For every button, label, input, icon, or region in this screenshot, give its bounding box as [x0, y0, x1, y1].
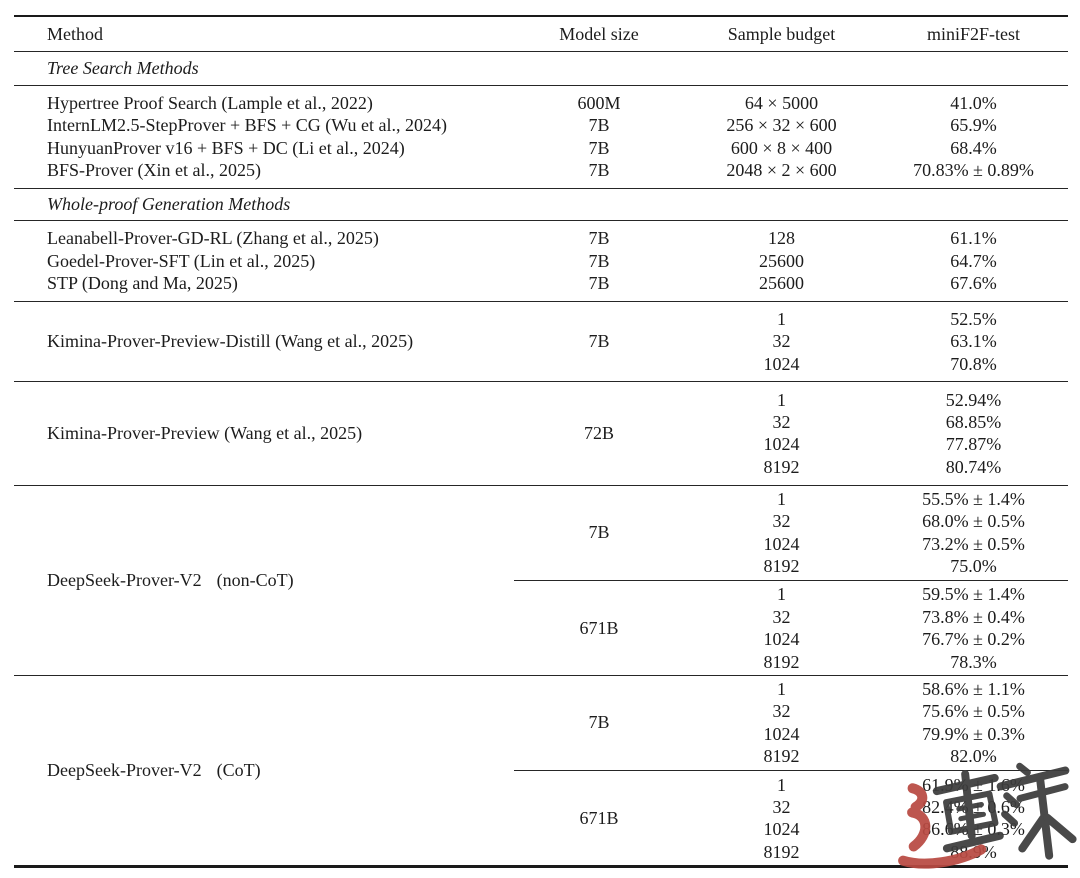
result-cell: 76.7% ± 0.2% [922, 629, 1025, 650]
sub-row [684, 606, 1068, 628]
sample-budget-cell: 64 × 5000 [744, 93, 819, 113]
sub-row [684, 456, 1068, 478]
sub-row [684, 488, 1068, 510]
sample-budget-cell: 1 [777, 774, 786, 795]
result-cell: 59.5% ± 1.4% [922, 584, 1025, 605]
model-size-cell: 671B [579, 617, 619, 638]
result-cell: 41.0% [950, 93, 997, 113]
sample-budget-cell: 1024 [763, 819, 800, 840]
sample-budget-cell: 8192 [763, 456, 800, 477]
result-cell: 86.6% ± 0.3% [922, 819, 1025, 840]
sample-budget-cell: 256 × 32 × 600 [726, 115, 837, 136]
table-row [14, 159, 1068, 181]
table-row [14, 92, 1068, 114]
method-cell: Kimina-Prover-Preview (Wang et al., 2025) [47, 422, 363, 443]
model-size-cell: 671B [579, 807, 619, 828]
method-variant: (non-CoT) [216, 569, 294, 590]
subblock-671b [514, 770, 1068, 863]
method-cell: Leanabell-Prover-GD-RL (Zhang et al., 2025) [47, 228, 379, 249]
result-cell: 64.7% [950, 250, 997, 271]
tree-search-rows [14, 86, 1068, 188]
result-cell: 73.8% ± 0.4% [922, 606, 1025, 627]
sub-row [684, 818, 1068, 840]
result-cell: 58.6% ± 1.1% [922, 678, 1025, 699]
sub-row [684, 411, 1068, 433]
sample-budget-cell: 25600 [759, 272, 804, 293]
sub-row [684, 700, 1068, 722]
budget-result-rows [684, 583, 1068, 673]
result-cell: 68.4% [950, 137, 997, 158]
result-cell: 61.1% [950, 228, 997, 249]
sample-budget-cell: 1 [777, 584, 786, 605]
result-cell: 52.94% [945, 389, 1002, 410]
sample-budget-cell: 1024 [763, 629, 800, 650]
model-size-cell: 7B [588, 137, 610, 158]
model-size-cell: 7B [588, 160, 610, 181]
col-header-method: Method [47, 23, 103, 44]
sub-row [684, 555, 1068, 577]
result-cell: 75.6% ± 0.5% [922, 701, 1025, 722]
result-cell: 70.8% [950, 353, 997, 374]
model-size-cell: 7B [588, 330, 610, 351]
sample-budget-cell: 128 [768, 228, 795, 249]
method-cell: BFS-Prover (Xin et al., 2025) [47, 160, 261, 181]
sub-row [684, 841, 1068, 863]
model-subblocks [514, 488, 1068, 673]
sub-row [684, 583, 1068, 605]
sample-budget-cell: 8192 [763, 651, 800, 672]
table-row [14, 272, 1068, 294]
sample-budget-cell: 1024 [763, 353, 800, 374]
subblock-671b [514, 580, 1068, 673]
sample-budget-cell: 600 × 8 × 400 [730, 137, 833, 158]
result-cell: 80.74% [945, 456, 1002, 477]
subblock-7b [514, 488, 1068, 580]
result-cell: 75.0% [950, 555, 997, 576]
sample-budget-cell: 1024 [763, 434, 800, 455]
sample-budget-cell: 8192 [763, 841, 800, 862]
section-label-tree-search [14, 52, 1068, 85]
result-cell: 77.87% [945, 434, 1002, 455]
method-cell: Kimina-Prover-Preview-Distill (Wang et al., 2025) [47, 330, 414, 351]
sub-row [684, 389, 1068, 411]
model-size-cell: 7B [588, 115, 610, 136]
sample-budget-cell: 8192 [763, 746, 800, 767]
method-name: DeepSeek-Prover-V2 [47, 569, 202, 590]
sub-row [684, 796, 1068, 818]
table-bottom-rule [14, 865, 1068, 868]
result-cell: 70.83% ± 0.89% [913, 160, 1034, 181]
sub-row [684, 651, 1068, 673]
sub-row [684, 533, 1068, 555]
result-cell: 65.9% [950, 115, 997, 136]
col-header-sample-budget: Sample budget [727, 23, 836, 44]
deepseek-cot-block [14, 676, 1068, 865]
method-cell [14, 488, 514, 673]
model-size-cell: 72B [583, 422, 614, 443]
method-cell: Goedel-Prover-SFT (Lin et al., 2025) [47, 250, 316, 271]
sub-row [684, 330, 1068, 352]
budget-result-rows [684, 389, 1068, 479]
result-cell: 52.5% [950, 308, 997, 329]
sub-row [684, 628, 1068, 650]
col-header-model-size: Model size [559, 23, 639, 44]
model-size-cell: 7B [588, 250, 610, 271]
table-header-row [14, 17, 1068, 51]
result-cell: 55.5% ± 1.4% [922, 488, 1025, 509]
result-cell: 67.6% [950, 272, 997, 293]
result-cell: 82.4% ± 0.6% [922, 796, 1025, 817]
sample-budget-cell: 32 [772, 796, 791, 817]
model-subblocks [514, 678, 1068, 863]
sample-budget-cell: 25600 [759, 250, 804, 271]
method-cell: HunyuanProver v16 + BFS + DC (Li et al., 2024) [47, 137, 405, 158]
result-cell: 68.0% ± 0.5% [922, 511, 1025, 532]
deepseek-noncot-block [14, 486, 1068, 675]
whole-proof-rows [14, 221, 1068, 301]
sub-row [684, 308, 1068, 330]
sample-budget-cell: 32 [772, 701, 791, 722]
model-size-cell: 7B [588, 272, 610, 293]
sample-budget-cell: 32 [772, 606, 791, 627]
result-cell: 73.2% ± 0.5% [922, 533, 1025, 554]
method-name: DeepSeek-Prover-V2 [47, 760, 202, 781]
section-label: Whole-proof Generation Methods [47, 193, 291, 214]
subblock-7b [514, 678, 1068, 770]
sample-budget-cell: 1 [777, 389, 786, 410]
sample-budget-cell: 32 [772, 511, 791, 532]
sub-row [684, 678, 1068, 700]
sub-row [684, 433, 1068, 455]
budget-result-rows [684, 678, 1068, 768]
sample-budget-cell: 1 [777, 308, 786, 329]
table-row [14, 227, 1068, 249]
sample-budget-cell: 8192 [763, 555, 800, 576]
budget-result-rows [684, 774, 1068, 864]
sample-budget-cell: 1 [777, 488, 786, 509]
results-table [14, 15, 1068, 868]
model-size-cell: 7B [588, 712, 610, 733]
budget-result-rows [684, 488, 1068, 578]
method-variant: (CoT) [216, 760, 261, 781]
sub-row [684, 510, 1068, 532]
sample-budget-cell: 1024 [763, 533, 800, 554]
sample-budget-cell: 1 [777, 678, 786, 699]
result-cell: 61.9% ± 1.6% [922, 774, 1025, 795]
model-size-cell: 7B [588, 522, 610, 542]
result-cell: 82.0% [950, 746, 997, 767]
sub-row [684, 353, 1068, 375]
budget-result-rows [684, 308, 1068, 375]
method-cell [14, 678, 514, 863]
table-row [14, 114, 1068, 136]
table-row [14, 137, 1068, 159]
sub-row [684, 723, 1068, 745]
col-header-minif2f: miniF2F-test [926, 23, 1020, 44]
model-size-cell: 600M [577, 93, 621, 113]
result-cell: 68.85% [945, 411, 1002, 432]
sub-row [684, 745, 1068, 767]
sample-budget-cell: 1024 [763, 723, 800, 744]
sample-budget-cell: 32 [772, 411, 791, 432]
result-cell: 79.9% ± 0.3% [922, 723, 1025, 744]
table-row [14, 250, 1068, 272]
kimina-preview-block [14, 382, 1068, 485]
method-cell: InternLM2.5-StepProver + BFS + CG (Wu et al., 2024) [47, 115, 448, 136]
result-cell: 78.3% [950, 651, 997, 672]
method-cell: STP (Dong and Ma, 2025) [47, 272, 238, 293]
sample-budget-cell: 32 [772, 331, 791, 352]
sample-budget-cell: 2048 × 2 × 600 [726, 160, 837, 181]
model-size-cell: 7B [588, 228, 610, 249]
section-label-whole-proof [14, 189, 1068, 220]
method-cell: Hypertree Proof Search (Lample et al., 2022) [47, 93, 373, 113]
result-cell: 63.1% [950, 331, 997, 352]
section-label: Tree Search Methods [47, 58, 199, 79]
result-cell: 88.9% [950, 841, 997, 862]
sub-row [684, 774, 1068, 796]
kimina-distill-block [14, 302, 1068, 381]
